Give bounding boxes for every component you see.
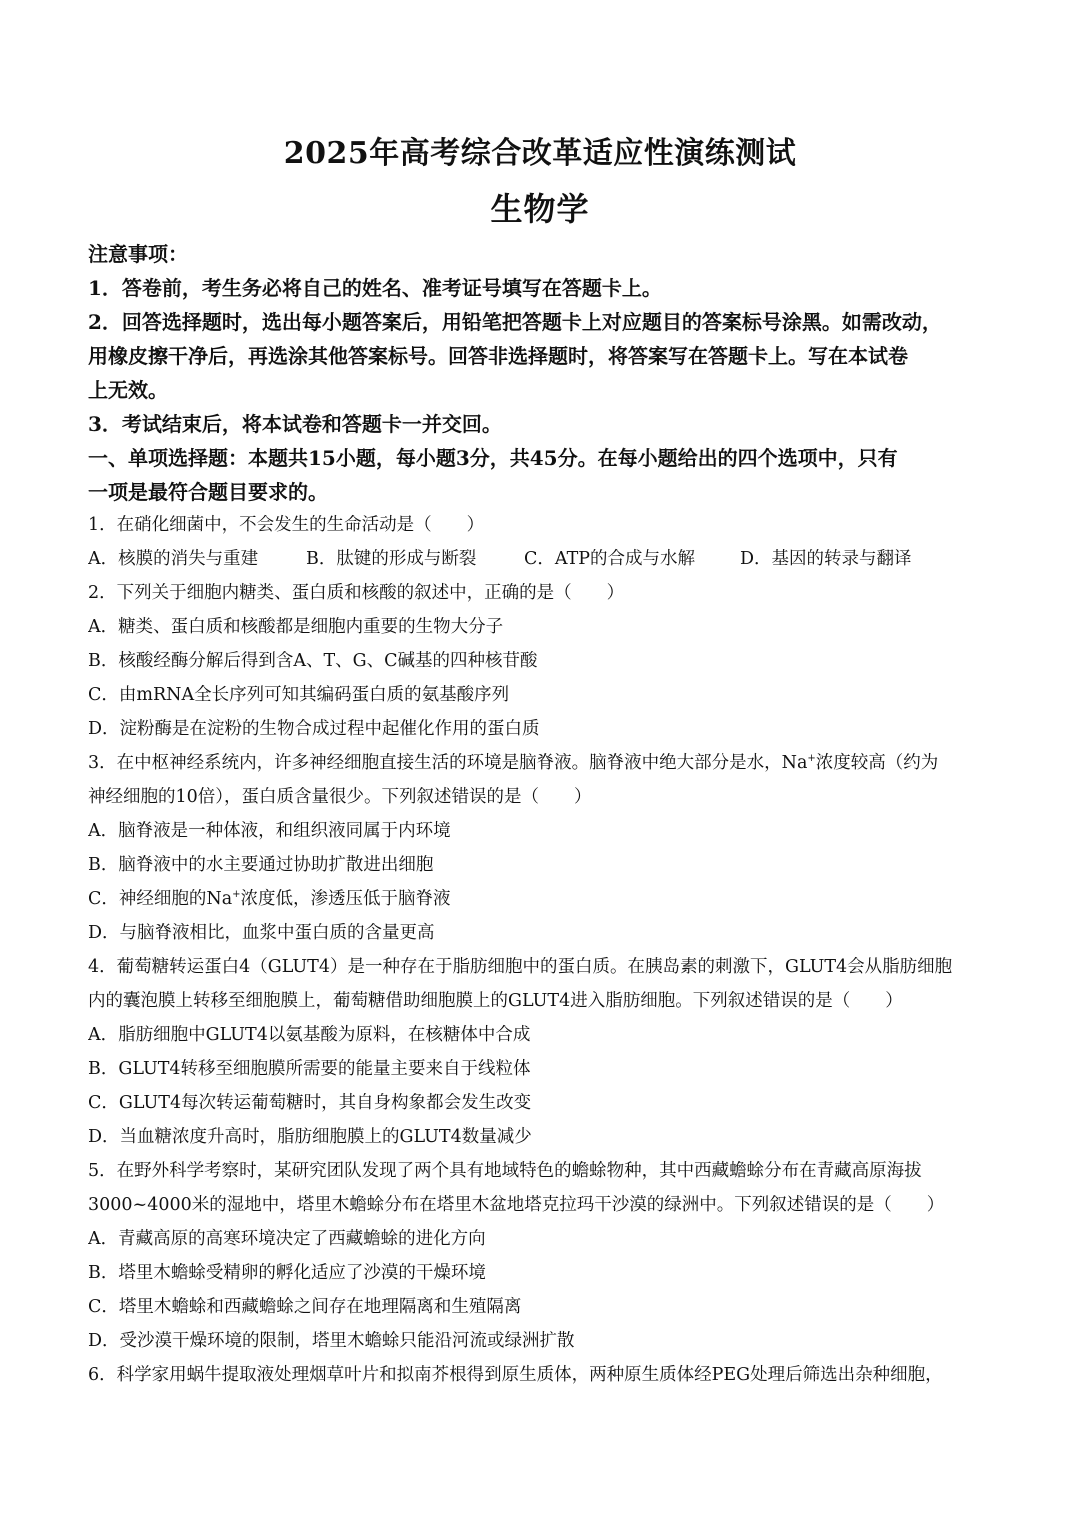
option-b: B．塔里木蟾蜍受精卵的孵化适应了沙漠的干燥环境 bbox=[88, 1263, 486, 1283]
question-5-stem: 5．在野外科学考察时，某研究团队发现了两个具有地域特色的蟾蜍物种，其中西藏蟾蜍分布在青藏高原海拔 bbox=[88, 1161, 922, 1181]
question-6-stem: 6．科学家用蜗牛提取液处理烟草叶片和拟南芥根得到原生质体，两种原生质体经PEG处理后筛选出杂种细胞， bbox=[88, 1365, 943, 1385]
option-a: A．脑脊液是一种体液，和组织液同属于内环境 bbox=[88, 821, 451, 841]
option-a: A．核膜的消失与重建 bbox=[88, 549, 259, 569]
notice-item: 上无效。 bbox=[88, 378, 168, 402]
question-4-stem-cont: 内的囊泡膜上转移至细胞膜上，葡萄糖借助细胞膜上的GLUT4进入脂肪细胞。下列叙述错误的是（ ） bbox=[88, 991, 903, 1011]
subject-title: 生物学 bbox=[490, 190, 590, 228]
notice-item: 3．考试结束后，将本试卷和答题卡一并交回。 bbox=[88, 412, 502, 436]
section-heading: 一、单项选择题：本题共15小题，每小题3分，共45分。在每小题给出的四个选项中，只有 bbox=[88, 446, 898, 470]
question-3-stem-cont: 神经细胞的10倍），蛋白质含量很少。下列叙述错误的是（ ） bbox=[88, 787, 592, 807]
notice-item: 用橡皮擦干净后，再选涂其他答案标号。回答非选择题时，将答案写在答题卡上。写在本试卷 bbox=[88, 344, 908, 368]
question-1-options bbox=[88, 545, 993, 570]
option-a: A．青藏高原的高寒环境决定了西藏蟾蜍的进化方向 bbox=[88, 1229, 486, 1249]
option-b: B．GLUT4转移至细胞膜所需要的能量主要来自于线粒体 bbox=[88, 1059, 531, 1079]
question-4-stem: 4．葡萄糖转运蛋白4（GLUT4）是一种存在于脂肪细胞中的蛋白质。在胰岛素的刺激下，GLUT4会从脂肪细胞 bbox=[88, 957, 953, 977]
option-b: B．核酸经酶分解后得到含A、T、G、C碱基的四种核苷酸 bbox=[88, 651, 538, 671]
question-5-stem-cont: 3000~4000米的湿地中，塔里木蟾蜍分布在塔里木盆地塔克拉玛干沙漠的绿洲中。下列叙述错误的是（ ） bbox=[88, 1195, 945, 1215]
exam-title: 2025年高考综合改革适应性演练测试 bbox=[283, 136, 797, 171]
notice-heading: 注意事项： bbox=[88, 242, 188, 266]
option-d: D．受沙漠干燥环境的限制，塔里木蟾蜍只能沿河流或绿洲扩散 bbox=[88, 1331, 575, 1351]
option-a: A．脂肪细胞中GLUT4以氨基酸为原料，在核糖体中合成 bbox=[88, 1025, 531, 1045]
option-a: A．糖类、蛋白质和核酸都是细胞内重要的生物大分子 bbox=[88, 617, 504, 637]
notice-item: 2．回答选择题时，选出每小题答案后，用铅笔把答题卡上对应题目的答案标号涂黑。如需改动， bbox=[88, 310, 942, 334]
option-d: D．当血糖浓度升高时，脂肪细胞膜上的GLUT4数量减少 bbox=[88, 1127, 532, 1147]
option-d: D．淀粉酶是在淀粉的生物合成过程中起催化作用的蛋白质 bbox=[88, 719, 540, 739]
question-3-stem: 3．在中枢神经系统内，许多神经细胞直接生活的环境是脑脊液。脑脊液中绝大部分是水，Na+浓度较高（约为 bbox=[88, 753, 939, 773]
option-d: D．基因的转录与翻译 bbox=[740, 549, 912, 569]
superscript-plus: + bbox=[807, 753, 816, 765]
option-c: C．神经细胞的Na+浓度低，渗透压低于脑脊液 bbox=[88, 889, 451, 909]
option-c: C．塔里木蟾蜍和西藏蟾蜍之间存在地理隔离和生殖隔离 bbox=[88, 1297, 522, 1317]
section-heading-cont: 一项是最符合题目要求的。 bbox=[88, 480, 328, 504]
notice-item: 1．答卷前，考生务必将自己的姓名、准考证号填写在答题卡上。 bbox=[88, 276, 662, 300]
question-2-stem: 2．下列关于细胞内糖类、蛋白质和核酸的叙述中，正确的是（ ） bbox=[88, 583, 625, 603]
option-d: D．与脑脊液相比，血浆中蛋白质的含量更高 bbox=[88, 923, 435, 943]
option-c: C．ATP的合成与水解 bbox=[524, 549, 696, 569]
option-c: C．由mRNA全长序列可知其编码蛋白质的氨基酸序列 bbox=[88, 685, 510, 705]
option-b: B．肽键的形成与断裂 bbox=[306, 549, 477, 569]
option-c: C．GLUT4每次转运葡萄糖时，其自身构象都会发生改变 bbox=[88, 1093, 532, 1113]
option-b: B．脑脊液中的水主要通过协助扩散进出细胞 bbox=[88, 855, 434, 875]
question-1-stem: 1．在硝化细菌中，不会发生的生命活动是（ ） bbox=[88, 515, 485, 535]
superscript-plus: + bbox=[232, 889, 241, 901]
